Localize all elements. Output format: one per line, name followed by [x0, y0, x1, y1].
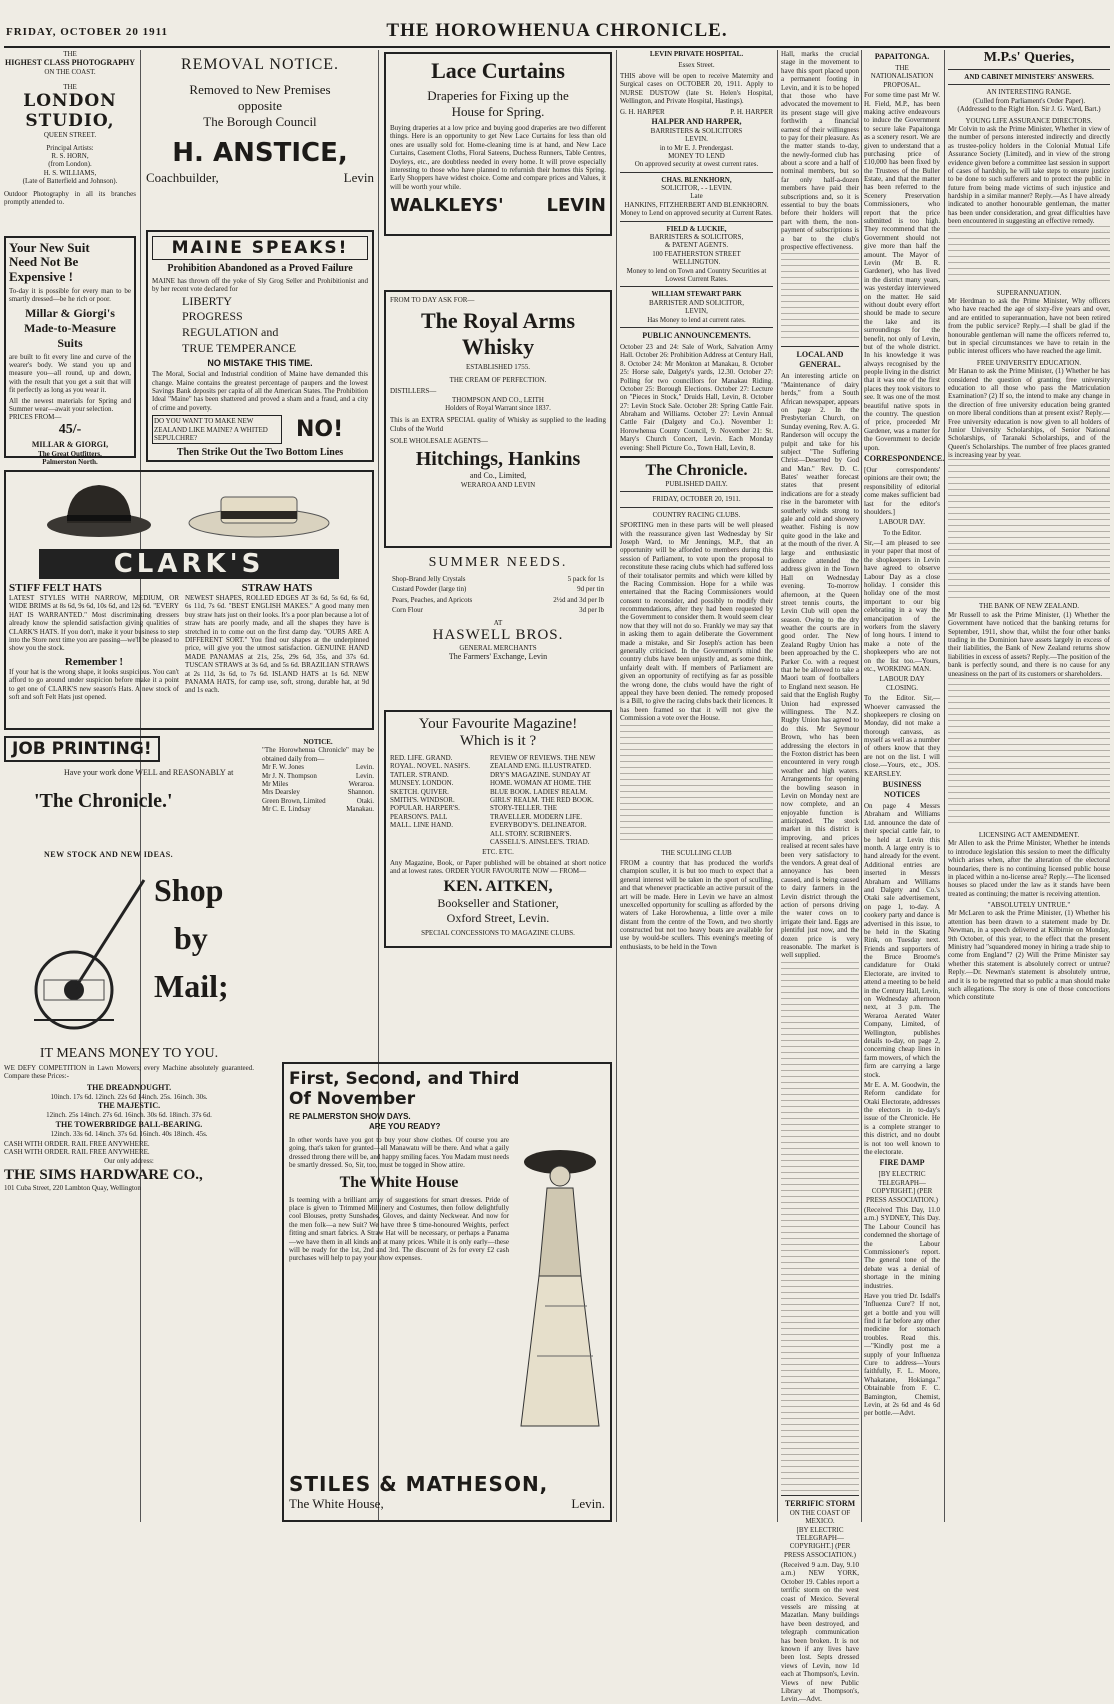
- whitehouse-body: In other words have you got to buy your show clothes. Of course you are going, that's taken for granted—all Manawatu will be there. And what a gaily dressed throng there will be, and happy smiling faces. You Madam must needs be smartly dressed. So, Sir, too, must be togged in Show attire.: [289, 1136, 509, 1170]
- letter-to-editor: To the Editor.: [882, 528, 922, 537]
- column-rule: [861, 50, 862, 1522]
- studio-line: Principal Artists:: [46, 143, 94, 152]
- business-notices-heading: BUSINESS NOTICES: [882, 780, 922, 800]
- mps-queries-subheading: AND CABINET MINISTERS' ANSWERS.: [964, 73, 1094, 81]
- sims-street: 101 Cuba Street, 220 Lambton Quay, Wellington: [4, 1184, 141, 1193]
- column-5: [781, 50, 859, 1704]
- agent-town: Weraroa.: [348, 779, 374, 788]
- mps-queries-heading: M.P.s' Queries,: [983, 50, 1075, 65]
- chronicle-date: FRIDAY, OCTOBER 20, 1911.: [652, 495, 741, 504]
- hospital-heading: LEVIN PRIVATE HOSPITAL.: [649, 50, 744, 58]
- column-text-filler: [948, 678, 1110, 828]
- studio-street: QUEEN STREET.: [43, 131, 97, 140]
- studio-line: ON THE COAST.: [44, 68, 96, 77]
- harper-approved: On approved security at owest current rates.: [634, 160, 759, 169]
- sims-money: IT MEANS MONEY TO YOU.: [39, 1046, 219, 1061]
- business-notices-body: On page 4 Messrs Abraham and Williams Ltd. announce the date of their special cattle fair, to be held at Levin this month. A large entry is to hand already for the event. Additional entries are inserted in Messrs Abraham and Williams and Dalgety and Co.'s Otaki sale advertisement, on page 1, to-day. A cookery party and dance is advertised in this issue, to be held in the Skating Rink, on Tuesday next. Friends and supporters of the Bruce Broome's candidature for Otaki Electorate, are invited to attend a meeting to be held in the Century Hall, Levin, on Wednesday afternoon next, at 3 p.m. The Weraroa Aerated Water Company, Limited, of Wellington, publishes details to-day, on page 2, concerning cheap lines in farm mowers, of which the firm are carrying a large stock.: [864, 802, 940, 1079]
- suit-signature: Palmerston North.: [42, 458, 98, 467]
- masthead: [4, 18, 1110, 48]
- maine-slogan: TRUE TEMPERANCE: [182, 340, 297, 355]
- column-7: [948, 50, 1110, 1520]
- storm-heading: TERRIFIC STORM: [784, 1498, 856, 1508]
- fire-damp-body: (Received This Day, 11.0 a.m.) SYDNEY, This Day. The Labour Council has condemned the shortage of the Labour Commissioner's report. The general tone of the debate was a denial of shortage in the mining industries.: [864, 1206, 940, 1290]
- whitehouse-heading: First, Second, and Third: [289, 1069, 520, 1089]
- summer-item: [392, 596, 604, 604]
- whisky-distillers: DISTILLERS—: [390, 387, 437, 396]
- clarks-brand: CLARK'S: [39, 549, 339, 579]
- summer-item-price: 3d per lb: [579, 606, 604, 615]
- maine-heading: MAINE SPEAKS!: [152, 236, 368, 260]
- whisky-ask: FROM TO DAY ASK FOR—: [390, 296, 475, 304]
- magazine-heading: Which is it ?: [459, 733, 537, 749]
- local-general-body: An interesting article on "Maintenance of dairy herds," from a South African newspaper, appears on page 2. In the Presbyterian Church, on Sunday evening, Rev. A. G. Randerson will occupy the pulpit and take for his subject "The Suffering Christ—Deserted by God and Man." Rev. D. C. Bates' weather forecast states that present indications are for a steady rise in the barometer with southerly winds strong to gale and cold and showery weather. Fishing is now quite good in the lake and at the mouth of the river. A large and enthusiastic audience attended the address given in the Town Hall on Wednesday evening. To-morrow afternoon, at the Queen street tennis courts, the Levin Club will open the season. Owing to the dry weather the courts are in good order. The New Zealand Rugby Union has been approached by the C. Parker Co. with a request that he be allowed to take a Maori team of footballers to England next season. He said that the English Rugby Union had expressed willingness. The N.Z. Rugby Union has agreed to do this. Mr Seymour Brown, who has been addressing the electors in the Foxton district has been encountered in very rough weather and high waters. Arrangements for opening the bowling season in Levin on Monday next are now complete, and an enjoyable function is anticipated. The stock market in this district is improving, and prices realised at recent sales have been very satisfactory to the vendors. A great deal of annoyance has been caused, and is being caused to dairy farmers in the Levin district through the action of persons driving the water cows on to irrigate their land. Eggs are plentiful just now, and the dozen price is very reasonable. The market is well supplied.: [781, 372, 859, 960]
- query-body: Mr Allen to ask the Prime Minister, Whether he intends to introduce legislation this session to meet the difficulty which arises when, after the alteration of the electoral boundaries, there is no continuing licensed public house in placed within a no-license area? Reply.—The licensed houses so placed under the law as it stands have been treated as continuing; the matter is receiving attention.: [948, 839, 1110, 898]
- whisky-agents: SOLE WHOLESALE AGENTS—: [390, 437, 488, 446]
- agent-row: [262, 797, 374, 805]
- summer-item: [392, 585, 604, 593]
- column-rule: [944, 50, 945, 1522]
- whisky-firm: THOMPSON AND CO., LEITH: [452, 395, 544, 404]
- racing-body: SPORTING men in these parts will be well pleased with the reassurance given last Wednesday by Sir Joseph Ward, to Mr Jennings, M.P., that an opportunity will be afforded to members during this session of Parliament, to vote upon the proposal to reconstitute these racing clubs which had suffered loss of their totalisator permits and which were killed by the Racing Commission. Hope for a while was entertained that the Racing Commissioners would consent to reconsider, and possibly to modify their recommendations, after they had been requested by the Government to consider them. It would seem clear now that they will not do so. Frankly we may say that in asking them to again deliberate the Government made a mistake, and Sir Joseph's action has been generally criticised. In the Government's mind the country clubs have been unjustly and, as some think, unfairly dealt with. If members of Parliament are given an opportunity of rectifying as far as possible the wrong done, the clubs would have the right of appeal they have been denied. The remedy proposed is a Bill, to give the racing clubs back their licences. It has been framed so that it will not give the Commission a vote over the House.: [620, 521, 773, 723]
- studio-artist: H. S. WILLIAMS,: [43, 168, 97, 177]
- suit-headline: Need Not Be: [9, 254, 79, 270]
- blenkhorn-solicitor: SOLICITOR, - - LEVIN.: [661, 184, 732, 193]
- park-barrister: BARRISTER AND SOLICITOR,: [649, 298, 744, 307]
- summer-item-price: 5 pack for 1s: [567, 575, 604, 583]
- labour-day-heading: LABOUR DAY.: [879, 518, 925, 527]
- local-general-heading: LOCAL AND GENERAL.: [796, 350, 844, 370]
- luckie-heading: FIELD & LUCKIE,: [666, 224, 727, 233]
- sims-cash: CASH WITH ORDER. RAIL FREE ANYWHERE.: [4, 1139, 150, 1148]
- removal-line: The Borough Council: [203, 114, 317, 129]
- harper-barristers: BARRISTERS & SOLICITORS: [650, 126, 743, 135]
- query-heading: "ABSOLUTELY UNTRUE.": [987, 901, 1071, 910]
- maine-no: NO!: [296, 417, 344, 443]
- correspondence-note: [Our correspondents' opinions are their own; the responsibility of editorial come makes sufficient bad last for the editor's shoulders.]: [864, 465, 940, 516]
- agent-name: Mr C. E. Lindsay: [262, 805, 311, 814]
- racing-heading: COUNTRY RACING CLUBS.: [652, 510, 741, 519]
- column-text-filler: [781, 253, 859, 343]
- mps-addressed: (Addressed to the Right Hon. Sir J. G. Ward, Bart.): [957, 105, 1101, 114]
- storm-subheading: ON THE COAST OF MEXICO.: [789, 1508, 851, 1526]
- shop-by-mail: by: [174, 920, 208, 956]
- shop-by-mail: Shop: [154, 872, 224, 908]
- mower-model: THE MAJESTIC.: [97, 1101, 161, 1111]
- mower-prices: 10inch. 17s 6d. 12inch. 22s 6d 14inch. 25s. 16inch. 30s.: [50, 1092, 208, 1101]
- millar-giorgi-ad: [4, 236, 136, 467]
- summer-item-name: Shop-Brand Jelly Crystals: [392, 575, 466, 583]
- park-town: LEVIN,: [685, 307, 708, 316]
- labour-closing-heading: LABOUR DAY CLOSING.: [879, 675, 925, 692]
- harper-firm: HALPER AND HARPER,: [651, 116, 742, 126]
- whitehouse-name: The White House: [339, 1173, 459, 1191]
- notice-intro: "The Horowhenua Chronicle" may be obtained daily from—: [262, 746, 374, 763]
- harper-name: G. H. HARPER: [620, 108, 665, 117]
- sims-heading: NEW STOCK AND NEW IDEAS.: [44, 850, 174, 859]
- whitehouse-ready: ARE YOU READY?: [369, 1122, 441, 1131]
- suit-firm: Made-to-Measure: [24, 320, 116, 335]
- shop-by-mail: Mail;: [154, 968, 229, 1004]
- magazine-etc: ETC. ETC.: [482, 848, 514, 857]
- studio-line: THE: [63, 50, 77, 58]
- anstice-town: Levin: [343, 170, 374, 185]
- suit-headline: Your New Suit: [9, 240, 90, 255]
- issue-date: FRIDAY, OCTOBER 20 1911: [6, 26, 168, 38]
- summer-heading: SUMMER NEEDS.: [428, 555, 568, 570]
- studio-line: THE: [63, 82, 77, 91]
- royal-arms-whisky-ad: [384, 290, 612, 548]
- whitehouse-subheading: RE PALMERSTON SHOW DAYS.: [289, 1112, 411, 1121]
- suit-firm: Suits: [57, 335, 83, 350]
- walkleys-town: LEVIN: [546, 195, 606, 217]
- mps-range: AN INTERESTING RANGE.: [986, 88, 1072, 97]
- suit-materials: All the newest materials for Spring and Summer wear—await your selection.: [9, 396, 131, 414]
- query-heading: LICENSING ACT AMENDMENT.: [978, 830, 1080, 839]
- mps-culled: (Culled from Parliament's Order Paper).: [972, 96, 1086, 105]
- aitken-name: KEN. AITKEN,: [443, 878, 553, 896]
- agent-town: Shannon.: [347, 788, 374, 797]
- maine-intro: MAINE has thrown off the yoke of Sly Grog Seller and Prohibitionist and by her recent vote declared for: [152, 277, 368, 294]
- park-heading: WILLIAM STEWART PARK: [651, 290, 742, 299]
- studio-outdoor: Outdoor Photography in all its branches promptly attended to.: [4, 189, 136, 206]
- luckie-money: Money to lend on Town and Country Securities at Lowest Current Rates.: [626, 266, 767, 283]
- suit-headline: Expensive !: [9, 268, 73, 284]
- agent-name: Mr F. W. Jones: [262, 763, 305, 772]
- maine-slogan: PROGRESS: [182, 309, 243, 324]
- studio-artist: (Late of Batterfield and Johnson).: [22, 177, 118, 186]
- felt-hats-body: LATEST STYLES WITH NARROW, MEDIUM, OR WIDE BRIMS at 8s 6d, 9s 6d, 10s 6d, and 12s 6d. "EVERY HAT IS WARRANTED." Most discriminating dressers already know the splendid satisfaction giving qualities of CLARK'S HATS. If you don't, make it your business to step into the Store next time you are passing—we'll be pleased to show you the stock.: [9, 594, 179, 653]
- harper-money: MONEY TO LEND: [668, 151, 725, 160]
- lace-subheading: House for Spring.: [451, 104, 545, 119]
- hats-illustration: [9, 475, 369, 547]
- hitchings-hankins: Hitchings, Hankins: [415, 447, 581, 470]
- magazine-heading: Your Favourite Magazine!: [418, 716, 578, 732]
- haswell-general: GENERAL MERCHANTS: [459, 643, 537, 652]
- ken-aitken-ad: [384, 710, 612, 948]
- clarks-hats-ad: [4, 470, 374, 730]
- summer-at: AT: [493, 618, 503, 627]
- lace-subheading: Draperies for Fixing up the: [427, 88, 569, 103]
- agent-town: Levin.: [355, 763, 374, 772]
- lace-curtains-ad: [384, 52, 612, 236]
- query-body: Mr Colvin to ask the Prime Minister, Whether in view of the number of persons interested indirectly and directly as trustee-policy holders in the Colonial Mutual Life Assurance Society (Limited), and in view of the strong evidence given before a committee last session in support of cases of hardship, he will take steps to ensure justice to be done to such sufferers and to protect the public in future from being made victims of such injustice and hardship in a similar manner? Reply.—As I have already indicated to another honourable gentleman, the matter has been under consideration, and great difficulties have been encountered in suggesting an effective remedy.: [948, 124, 1110, 226]
- harper-name: P. H. HARPER: [730, 108, 773, 117]
- notice-heading: NOTICE.: [303, 738, 333, 746]
- public-announcements-body: October 23 and 24: Sale of Work, Salvation Army Hall. October 26: Prohibition Address at Century Hall, 8. October 24: Mr Monkton at Manakau, 8. October 25: Horse sale, Dalgety's yards, 12.30. October 27: Polling for two councillors for Manakau Riding. October 25: Borough Elections. October 27: Lecture on "Pieces in Stock," Druids Hall, Levin, 8. October 27: Levin Stock Sale. October 28: Spring Cattle Fair. Abraham and Williams. October 27: Levin Annual Cattle Fair (Dalgety and Co.). November 1: Horowhenua County Council, 9. November 21: St. Mary's Church Concert, Levin. Each Monday evening: Shell Picture Co., Town Hall, Levin, 8.: [620, 342, 774, 452]
- studio-artist: (from London).: [48, 160, 92, 169]
- agent-name: Mr Miles: [262, 779, 289, 788]
- suit-prices-label: PRICES FROM—: [9, 413, 62, 422]
- harper-town: LEVIN.: [685, 135, 708, 144]
- agent-name: Green Brown, Limited: [262, 796, 326, 805]
- job-printing-heading: JOB PRINTING!: [4, 736, 160, 762]
- luckie-town: WELLINGTON.: [672, 258, 721, 267]
- summer-item-name: Corn Flour: [392, 606, 423, 615]
- sims-firm: THE SIMS HARDWARE CO.,: [4, 1167, 203, 1184]
- haswell-firm: HASWELL BROS.: [432, 626, 564, 643]
- column-text-filler: [948, 459, 1110, 599]
- mower-prices: 12inch. 33s 6d. 14inch. 37s 6d. 16inch. 40s 18inch. 45s.: [50, 1129, 208, 1138]
- column-rule: [777, 50, 778, 1522]
- column-rule: [616, 50, 617, 1522]
- summer-item: [392, 575, 604, 583]
- straw-hats-heading: STRAW HATS: [241, 582, 313, 594]
- agent-row: [262, 788, 374, 796]
- sculling-continued: Hall, marks the crucial stage in the movement to have this sport placed upon a permanent footing in Levin, and it is to be hoped that those who have advocated the movement to its present stage will give forthwith a financial earnest of their willingness to pay for their pleasure. As the matter stands to-day, the newly-formed club has about a score and a half of nominal members, but so far only half-a-dozen members have paid their subscriptions and, so it is essential to buy the boats before their holders will part with them, the non-payment of subscriptions is a bar to the club's prospective effectiveness.: [781, 50, 859, 251]
- anstice-name: H. ANSTICE,: [172, 138, 348, 168]
- maine-speaks-ad: [146, 230, 374, 462]
- query-heading: FREE UNIVERSITY EDUCATION.: [976, 358, 1082, 367]
- suit-intro: To-day it is possible for every man to be smartly dressed—be he rich or poor.: [9, 286, 131, 304]
- blenkhorn-late: Late: [690, 192, 703, 201]
- stiles-town: Levin.: [571, 1496, 605, 1511]
- studio-name: LONDON STUDIO,: [23, 91, 117, 132]
- hitchings-hankins: and Co., Limited,: [469, 470, 527, 480]
- job-printing-ad: [4, 736, 254, 846]
- felt-hats-heading: STIFF FELT HATS: [9, 582, 102, 594]
- query-body: Mr McLaren to ask the Prime Minister, (1) Whether his attention has been drawn to a statement made by Dr. Newman, in a speech delivered at Kilbirnie on Monday, 9th October, of this year, to the effect that the present Ministry had "squandered money in hiring a trade ship to come from England"? (2) Will the Prime Minister say whether this statement is absolutely correct or untrue? Reply.—Dr. Newman's statement is absolutely untrue, and it is to be regretted that so public a man should make such allegations. The story is one of those concoctions which constitute: [948, 909, 1110, 1002]
- luckie-address: 100 FEATHERSTON STREET: [652, 249, 741, 258]
- agent-row: [262, 772, 374, 780]
- suit-signature: MILLAR & GIORGI,: [31, 439, 109, 449]
- summer-item-price: 2½d and 3d per lb: [553, 595, 604, 604]
- straw-hats-body: NEWEST SHAPES, ROLLED EDGES AT 3s 6d, 5s 6d, 6s 6d, 6s 11d, 7s 6d. "BEST ENGLISH MAKES." A good many men buy straw hats just on their looks. It's a poor plan because a lot of straw hats are poorly made, and all the shapes they have is stretched in to come out on the first damp day. "OURS ARE A DIFFERENT SORT." You find our shapes at the underpinned price, will give you the utmost satisfaction. GENUINE HAND MADE PANAMAS at 21s, 25s, 29s 6d, 35s, and 37s 6d. TUSCAN STRAWS at 3s 6d, and 5s 6d. BRAZILIAN STRAWS at 2s 11d, 3s 6d, to 7s 6d. ISLAND HATS at 1s 6d. NEW PANAMA HATS, for camp use, soft, strong, durable hat, at 9d and 1s each.: [185, 594, 369, 695]
- mower-model: THE TOWERBRIDGE BALL-BEARING.: [55, 1119, 203, 1129]
- sims-cash: CASH WITH ORDER. RAIL FREE ANYWHERE.: [4, 1148, 150, 1157]
- removal-heading: REMOVAL NOTICE.: [180, 56, 340, 73]
- agent-row: [262, 763, 374, 771]
- white-house-ad: [282, 1062, 612, 1522]
- lace-body: Buying draperies at a low price and buying good draperies are two different things. Here is an opportunity to get New Lace Curtains for less than old ones are usually sold for. Home-cleaning time is at hand, and New Lace Curtains, Casement Cloths, Floral Sateens, Duchess Runners, Table Centres, Doyleys, etc., are doubtless needed in every home. It will prove especially interesting to those who have planned to refurnish their homes this Spring. Early Shoppers have widest choice. Come and compare prices and Values, it will be worth your while.: [390, 124, 606, 191]
- remember-heading: Remember !: [64, 655, 124, 668]
- suit-price: 45/-: [58, 421, 82, 437]
- maine-body: The Moral, Social and Industrial condition of Maine have demanded this change. Maine contains the greatest percentage of paupers and the lowest Savings Bank deposits per capita of all the American States. The Prohibition Ideal "Maine" has been shattered and proved a sham and a fraud, and a city of crime and poverty.: [152, 370, 368, 412]
- aitken-special: SPECIAL CONCESSIONS TO MAGAZINE CLUBS.: [421, 929, 575, 938]
- papaitonga-subheading: THE NATIONALISATION PROPOSAL.: [870, 64, 934, 89]
- job-printing-body: Have your work done WELL and REASONABLY at: [64, 768, 234, 777]
- query-heading: THE BANK OF NEW ZEALAND.: [979, 602, 1079, 611]
- hitchings-hankins: WERAROA AND LEVIN: [460, 480, 536, 489]
- newspaper-title: THE HOROWHENUA CHRONICLE.: [386, 20, 728, 41]
- haswell-exchange: The Farmers' Exchange, Levin: [448, 652, 548, 662]
- sims-hardware-ad: [4, 850, 254, 1520]
- maine-question: DO YOU WANT TO MAKE NEW ZEALAND LIKE MAINE? A WHITED SEPULCHRE?: [152, 415, 282, 444]
- whisky-name: Whisky: [461, 334, 535, 360]
- storm-telegraph: [BY ELECTRIC TELEGRAPH—COPYRIGHT.] (PER PRESS ASSOCIATION.): [784, 1525, 856, 1559]
- column-6: [864, 50, 945, 1520]
- magazine-body: Any Magazine, Book, or Paper published will be obtained at short notice and at lowest rates. ORDER YOUR FAVOURITE NOW — FROM—: [390, 858, 606, 876]
- chronicle-daily: PUBLISHED DAILY.: [665, 480, 728, 489]
- agent-town: Manakau.: [346, 805, 374, 814]
- whisky-est: ESTABLISHED 1755.: [466, 363, 530, 372]
- magazine-list-left: RED. LIFE. GRAND. ROYAL. NOVEL. NASH'S. TATLER. STRAND. MUNSEY. LONDON. SKETCH. QUIVER. SMITH'S. WINDSOR. POPULAR. HARPER'S. PEARSON'S. PALL MALL. LINE HAND.: [390, 754, 471, 830]
- lady-figure-icon: [515, 1136, 605, 1436]
- mower-model: THE DREADNOUGHT.: [86, 1082, 172, 1092]
- query-body: Mr Russell to ask the Prime Minister, (1) Whether the Government have noticed that the banking returns for September, 1911, show that, whilst the four other banks trading in the Dominion have assets largely in excess of their liabilities, the Bank of New Zealand returns show liabilities in excess of assets? Reply.—The position of the bank is perfectly sound, and there is no cause for any uneasiness on the part of its customers or shareholders.: [948, 610, 1110, 678]
- anstice-trade: Coachbuilder,: [146, 170, 219, 185]
- agent-town: Otaki.: [356, 796, 374, 805]
- agent-row: [262, 780, 374, 788]
- summer-item-name: Custard Powder (large tin): [392, 585, 467, 594]
- removal-line: Removed to New Premises: [189, 82, 331, 97]
- whitehouse-heading: Of November: [289, 1089, 416, 1109]
- walkleys-name: WALKLEYS': [390, 195, 504, 217]
- fire-damp-advt: Have you tried Dr. Isdall's 'Influenza Cure'? If not, get a bottle and you will find it far before any other medicine for stomach troubles. Read this.—"Kindly post me a supply of your Influenza Cure to address—Yours faithfully, F. L. Moore, Whakatane, Hokianga." Obtainable from F. C. Bamington, Chemist, Levin, at 2s 6d and 4s 6d per bottle.—Advt.: [864, 1291, 940, 1418]
- stiles-whitehouse: The White House,: [289, 1496, 384, 1511]
- fire-damp-heading: FIRE DAMP: [879, 1158, 925, 1168]
- blenkhorn-heading: CHAS. BLENKHORN,: [661, 175, 732, 184]
- chronicle-heading: The Chronicle.: [645, 462, 748, 480]
- agent-town: Levin.: [355, 771, 374, 780]
- studio-line: HIGHEST CLASS PHOTOGRAPHY: [5, 58, 135, 68]
- labour-day-letter: Sir,—I am pleased to see in your paper that most of the shopkeepers in Levin have agreed to observe Labour Day as a close holiday. I consider this holiday one of the most important to our big celebrating in a way the emancipation of the workers from the slavery of long hours. I intend to make a note of the shopkeepers who are not on the list too.—Yours, etc., WORKING MAN.: [864, 539, 940, 673]
- agent-row: [262, 805, 374, 813]
- storm-body: (Received 9 a.m. Day, 9.10 a.m.) NEW YORK, October 19. Cables report a terrific storm on the west coast of Mexico. Several vessels are missing at Mazatlan. Many buildings have been destroyed, and telegraph communication has been broken. It is not known if any lives have been lost. Septs dressed views of Levin, now 1d each at Thompson's, Levin. Views of new Public Library at Thompson's, Levin.—Advt.: [781, 1561, 859, 1704]
- correspondence-heading: CORRESPONDENCE.: [864, 453, 945, 463]
- mower-prices: 12inch. 25s 14inch. 27s 6d. 16inch. 30s 6d. 18inch. 37s 6d.: [46, 1111, 212, 1120]
- park-money: Has Money to lend at current rates.: [647, 315, 746, 324]
- london-studio-ad: [4, 50, 136, 250]
- maine-no-mistake: NO MISTAKE THIS TIME.: [207, 358, 313, 369]
- agent-list: [262, 763, 374, 813]
- column-text-filler: [620, 725, 773, 845]
- lawn-mower-icon: [4, 870, 154, 1040]
- blenkhorn-money: Money to Lend on approved security at Current Rates.: [620, 209, 773, 218]
- agent-name: Mr J. N. Thompson: [262, 771, 317, 780]
- blenkhorn-late: HANKINS, FITZHERBERT AND BLENKHORN.: [624, 200, 769, 209]
- whisky-extra: This is an EXTRA SPECIAL quality of Whisky as supplied to the leading Clubs of the World: [390, 416, 606, 433]
- luckie-patent: & PATENT AGENTS.: [664, 241, 729, 250]
- query-heading: YOUNG LIFE ASSURANCE DIRECTORS.: [965, 116, 1093, 125]
- maine-slogan: LIBERTY: [182, 293, 232, 308]
- luckie-barristers: BARRISTERS & SOLICITORS,: [649, 233, 744, 242]
- summer-item: [392, 606, 604, 614]
- straw-boater-icon: [189, 497, 329, 537]
- labour-closing-letter: To the Editor. Sir,—Whoever canvassed the shopkeepers re closing on Monday, did not make a thorough canvass, as myself as well as a number of others know that they are not on the list. I will close.—Yours, etc., JOS. KEARSLEY.: [864, 694, 941, 778]
- bowler-hat-icon: [47, 485, 151, 537]
- agent-name: Mrs Dearsley: [262, 788, 300, 797]
- sims-address-label: Our only address:: [104, 1156, 154, 1165]
- fire-damp-telegraph: [BY ELECTRIC TELEGRAPH—COPYRIGHT.] (PER PRESS ASSOCIATION.): [866, 1170, 938, 1204]
- maine-strike: Then Strike Out the Two Bottom Lines: [176, 447, 344, 459]
- maine-subheading: Prohibition Abandoned as a Proved Failure: [167, 263, 353, 274]
- whitehouse-body: Is teeming with a brilliant array of suggestions for smart dresses. Pride of place is given to Trimmed Millinery and Costumes, then follow delightfully cool Blouses, pretty Sunshades, Gloves, and dainty Neckwear. And now for the men folk—a new Suit? We have three $ time-honoured Weights, perfect fitting and smart fabrics. A Straw Hat will be necessary, or perhaps a Panama—we have them in all kinds and at many prices. While it is only early—these will be ready for the 1st, 2nd and 3rd. The discount of 2s for every £2 cash purchases will help to pay your show expenses.: [289, 1195, 509, 1263]
- column-4: [620, 50, 773, 1520]
- harper-successor: in to Mr E. J. Prendergast.: [659, 143, 734, 152]
- summer-item-name: Pears, Peaches, and Apricots: [392, 595, 473, 604]
- column-text-filler: [781, 962, 859, 1492]
- papaitonga-body: For some time past Mr W. H. Field, M.P., has been making active endeavours to induce the Government to secure lake Papaitonga as a scenery resort. We are given to understand that a purchasing price of £10,000 has been fixed by the Trustees of the Buller Estate, and that the matter has been referred to the Scenery Preservation Commissioners, who report that the price submitted is too high. They recommend that the Government should not give more than half the amount. The Mayor of Levin (Mr B. R. Gardener), who has lived in the district many years, was yesterday interviewed on the matter. He said without doubt every effort should be made to secure the lake and its surroundings for the benefit, not only of Levin, but of the whole district. In his knowledge it was always recognised by the people living in the district that it was one of the first places they took visitors to see. It was one of the most beautiful native spots in the country. The question of price, proceeded Mr Gardener, was a matter for the Government to decide upon.: [864, 91, 940, 452]
- suit-firm: Millar & Giorgi's: [25, 305, 115, 320]
- aitken-street: Oxford Street, Levin.: [446, 911, 550, 926]
- papaitonga-heading: PAPAITONGA.: [874, 52, 930, 61]
- column-text-filler: [948, 226, 1110, 286]
- query-heading: SUPERANNUATION.: [996, 288, 1062, 297]
- remember-body: If your hat is the wrong shape, it looks suspicious. You can't afford to go around under suspicion before make it a point to get one of CLARK'S new season's Hats. A new stock of soft and soft Felt Hats just opened.: [9, 667, 179, 701]
- summer-item-price: 9d per tin: [577, 585, 604, 594]
- summer-item-list: [384, 575, 612, 615]
- hospital-body: THIS above will be open to receive Maternity and Surgical cases on OCTOBER 20, 1911. Apply to NURSE DUSTOW (late St. Helen's Hospital, Wellington, and Private Hospital, Hastings).: [620, 71, 773, 105]
- sims-defy: WE DEFY COMPETITION in Lawn Mowers; every Machine absolutely guaranteed. Compare these Prices:-: [4, 1064, 254, 1081]
- aitken-trade: Bookseller and Stationer,: [437, 896, 559, 911]
- maine-slogan: REGULATION and: [182, 324, 279, 339]
- studio-artist: R. S. HORN,: [51, 151, 89, 160]
- sculling-body: FROM a country that has produced the world's champion sculler, it is but too much to expect that a general interest will be taken in the sport of sculling, and that whenever practicable an active pursuit of the art will be made. Here in Levin we have an almost unexcelled opportunity for sculling as afforded by the waters of Lake Horowhenua, a little over a mile distant from the centre of the Town, and two shortly constructed but not too heavy boats are available for use by would-be scullers. This evening's meeting of enthusiasts, to be held in the Town: [620, 858, 773, 951]
- whisky-name: The Royal Arms: [421, 308, 575, 334]
- whisky-cream: THE CREAM OF PERFECTION.: [449, 375, 547, 384]
- removal-notice-ad: [146, 50, 374, 220]
- hospital-street: Essex Street.: [678, 61, 715, 70]
- public-announcements-heading: PUBLIC ANNOUNCEMENTS.: [642, 330, 751, 340]
- magazine-list-right: REVIEW OF REVIEWS. THE NEW ZEALAND ENG. ILLUSTRATED. DRY'S MAGAZINE. SUNDAY AT HOME. WOMAN AT HOME. THE BLUE BOOK. LADIES' REALM. GIRLS' REALM. THE RED BOOK. STORY-TELLER. THE TRAVELLER. MODERN LIFE. EVERYBODY'S. DELINEATOR. ALL STORY. SCRIBNER'S. CASSELL'S. AINSLEE'S. TRIAD.: [490, 754, 596, 846]
- whisky-warrant: Holders of Royal Warrant since 1837.: [445, 403, 551, 412]
- business-notices-more: Mr E. A. M. Goodwin, the Reform candidate for Otaki Electorate, addresses the electors in to-day's issue of the Chronicle. He is a complete stranger to this district, and no doubt is not too well known to the electorate.: [864, 1080, 940, 1157]
- stiles-matheson: STILES & MATHESON,: [289, 1472, 549, 1496]
- job-printing-paper: 'The Chronicle.': [34, 790, 173, 812]
- suit-body: are built to fit every line and curve of the wearer's body. We stand you up and measure you—all round, up and down, with the result that you get a suit that will fit perfectly as long as you wear it.: [9, 352, 131, 395]
- summer-needs-ad: [384, 555, 612, 703]
- lace-heading: Lace Curtains: [431, 58, 565, 83]
- sculling-heading: THE SCULLING CLUB: [661, 848, 732, 857]
- query-body: Mr Hanan to ask the Prime Minister, (1) Whether he has considered the question of granting free university education to all those who pass the Matriculation Examination? (2) If so, the intend to make any change in the direction of free university education being granted on more liberal conditions than at present exist? Reply.—Free university education is now given to all holders of Junior University Scholarships, of Senior National Scholarships, of Taranaki Scholarships, and of the Queen's Scholarships. The number of free places granted is increasing year by year.: [948, 367, 1110, 460]
- query-body: Mr Herdman to ask the Prime Minister, Why officers who have reached the age of sixty-five years and over, and are entitled to superannuation, have not been retired from the public service? Reply.—I shall be glad if the honourable gentleman will name the officers referred to, but in special circumstances we have to retain in the public interest officers who have reached the age limit.: [948, 297, 1110, 356]
- suit-signature: The Great Outfitters,: [38, 449, 102, 458]
- chronicle-agents-notice: [262, 738, 374, 828]
- removal-line: opposite: [237, 98, 283, 113]
